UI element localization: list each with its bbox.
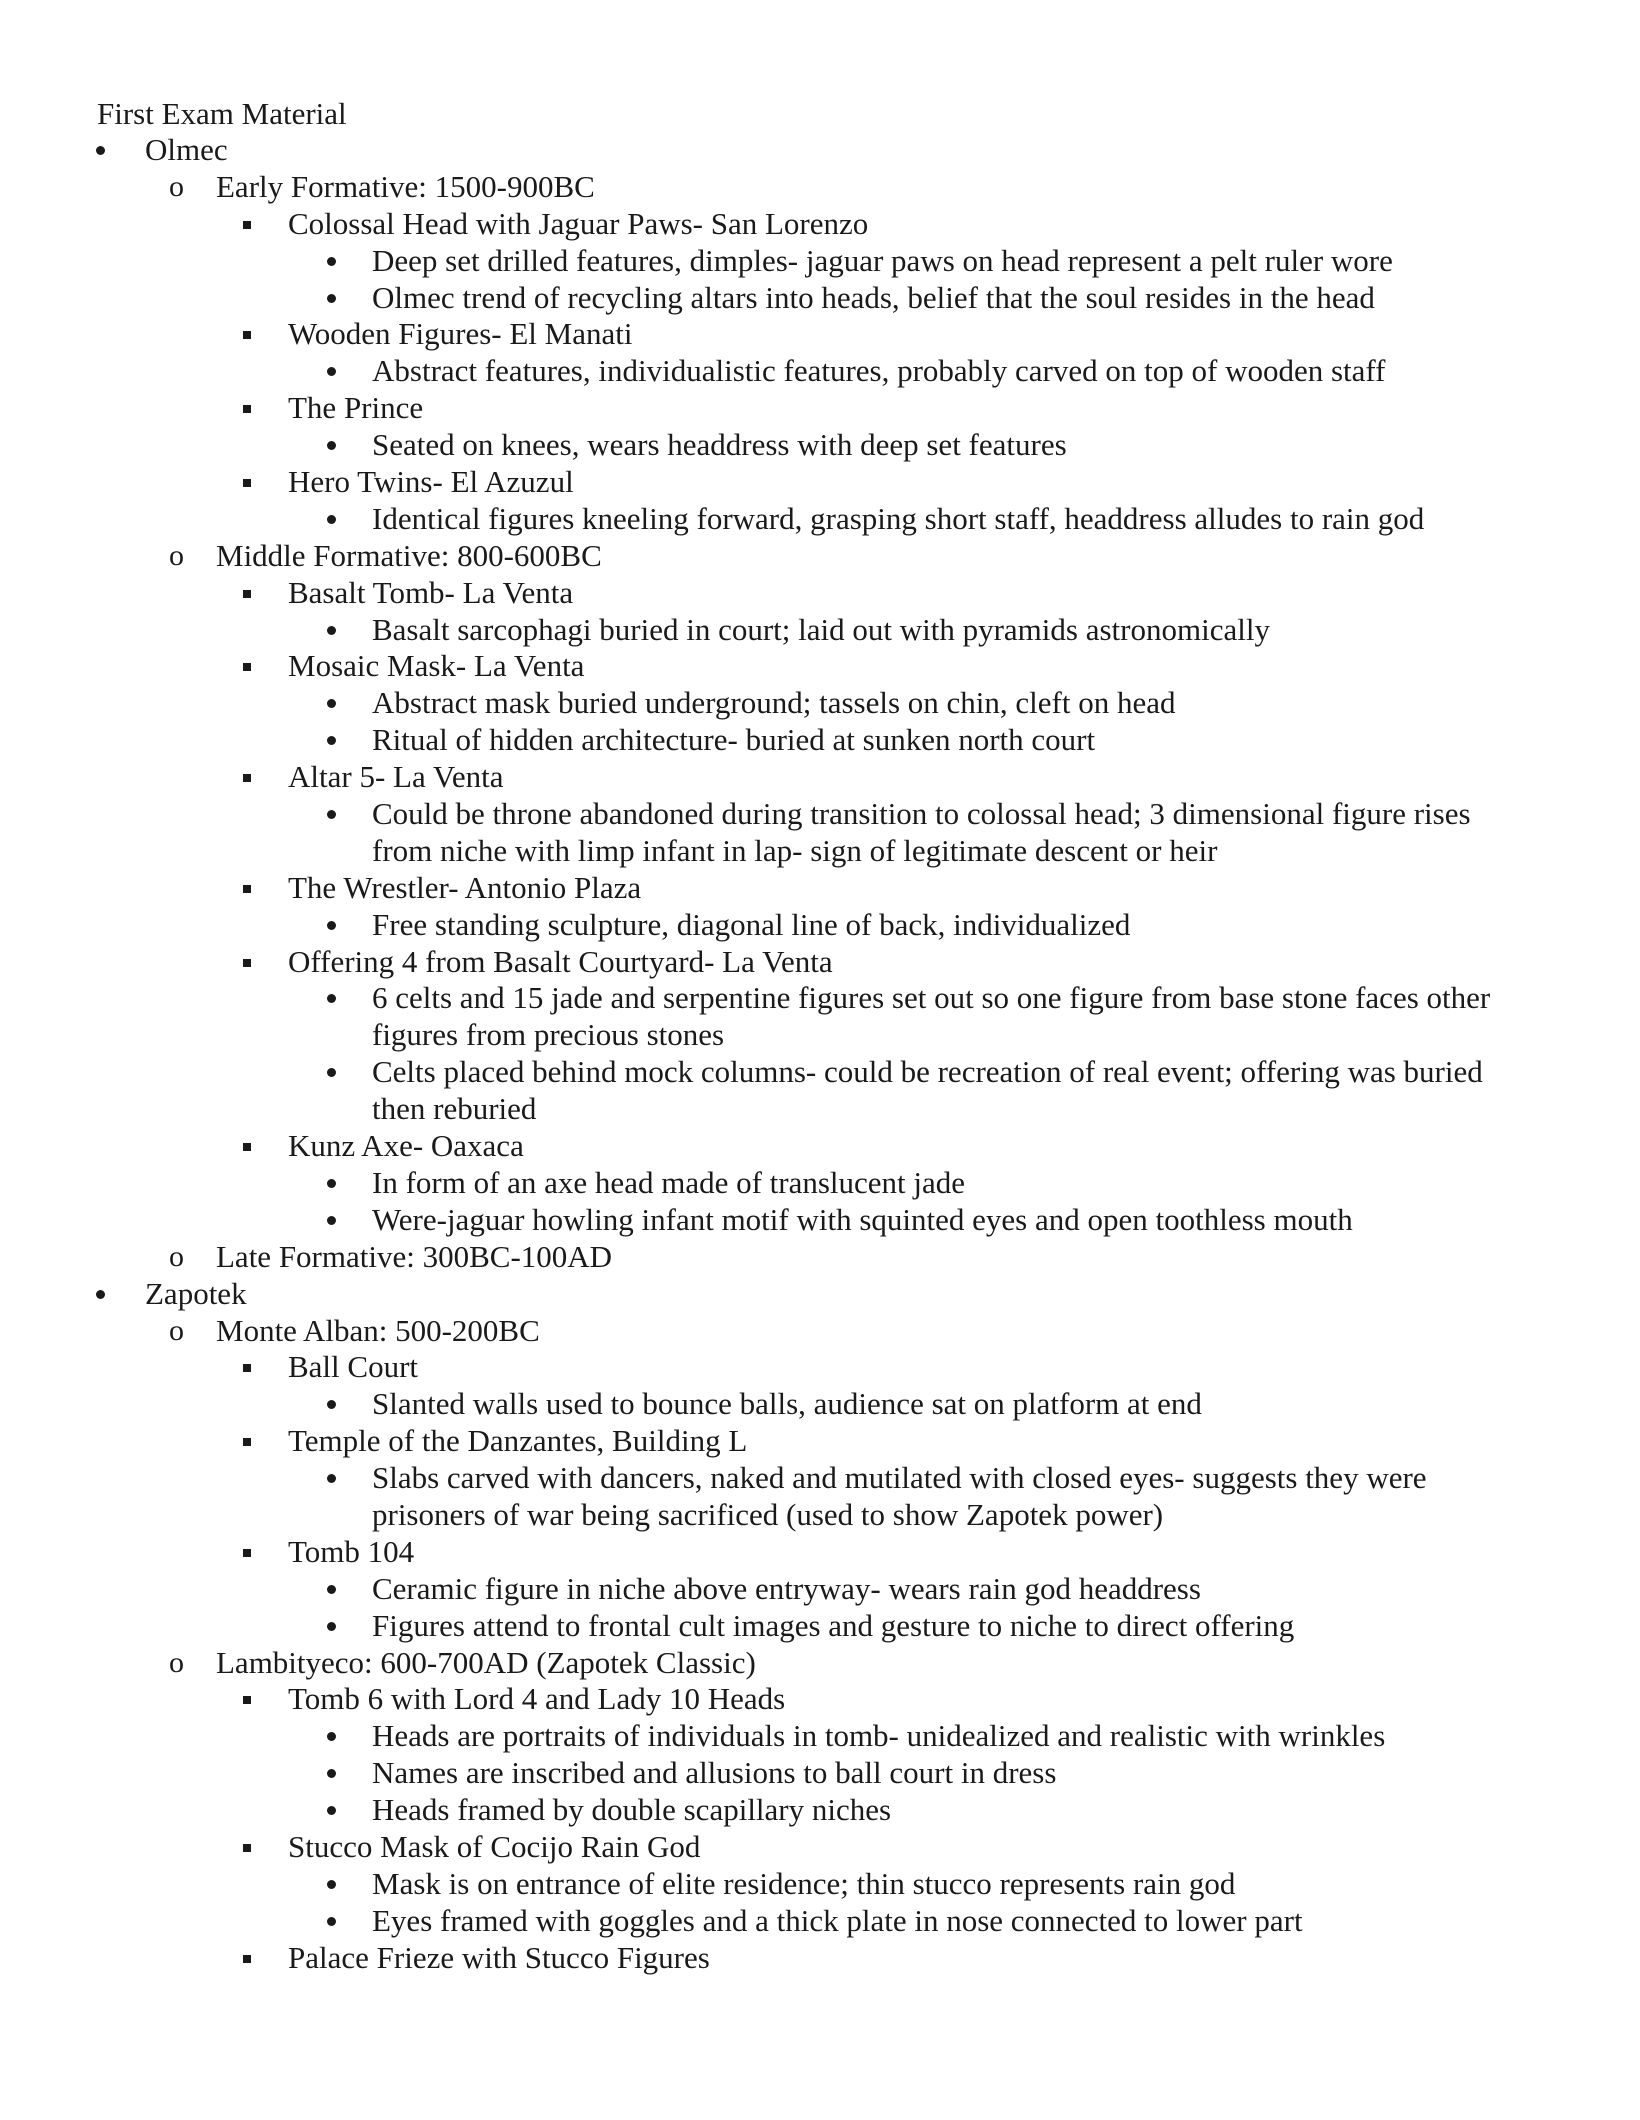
outline-item-level-3 xyxy=(0,1681,1640,1718)
bullet-circle-icon: o xyxy=(169,169,184,203)
outline-item-text: Slabs carved with dancers, naked and mutilated with closed eyes- suggests they were xyxy=(372,1460,1427,1496)
outline-item-level-3 xyxy=(0,316,1640,353)
outline-item-text: Tomb 104 xyxy=(288,1533,415,1569)
outline-item-text: Late Formative: 300BC-100AD xyxy=(216,1238,613,1274)
outline-line-continuation xyxy=(0,1017,1640,1054)
outline-line-continuation xyxy=(0,833,1640,870)
outline-line-continuation xyxy=(0,1497,1640,1534)
outline-item-text: Basalt sarcophagi buried in court; laid out with pyramids astronomically xyxy=(372,611,1270,647)
outline-item-text: Heads are portraits of individuals in tomb- unidealized and realistic with wrinkles xyxy=(372,1718,1386,1754)
outline-item-level-4 xyxy=(0,1755,1640,1792)
outline-item-text: Offering 4 from Basalt Courtyard- La Venta xyxy=(288,943,833,979)
outline-item-level-4 xyxy=(0,501,1640,538)
outline-item-text: Lambityeco: 600-700AD (Zapotek Classic) xyxy=(216,1644,756,1680)
bullet-circle-icon: o xyxy=(169,1645,184,1679)
outline-item-level-4 xyxy=(0,722,1640,759)
outline-item-level-4 xyxy=(0,612,1640,649)
bullet-circle-icon: o xyxy=(169,538,184,572)
outline-item-level-4 xyxy=(0,280,1640,317)
outline-item-text: Monte Alban: 500-200BC xyxy=(216,1312,540,1348)
outline-item-text: Could be throne abandoned during transition to colossal head; 3 dimensional figure rises xyxy=(372,796,1471,832)
outline-item-text: Basalt Tomb- La Venta xyxy=(288,574,574,610)
outline-item-text: Names are inscribed and allusions to ball court in dress xyxy=(372,1755,1057,1791)
outline-item-level-4 xyxy=(0,1903,1640,1940)
outline-item-level-3 xyxy=(0,1349,1640,1386)
outline-item-text: Altar 5- La Venta xyxy=(288,759,504,795)
outline-item-level-4 xyxy=(0,685,1640,722)
outline-item-level-4 xyxy=(0,1608,1640,1645)
outline-item-level-3 xyxy=(0,1829,1640,1866)
outline-item-text: Hero Twins- El Azuzul xyxy=(288,464,574,500)
outline-item-text: Early Formative: 1500-900BC xyxy=(216,168,595,204)
outline-item-text: prisoners of war being sacrificed (used to show Zapotek power) xyxy=(372,1496,1164,1532)
outline-item-text: figures from precious stones xyxy=(372,1017,725,1053)
outline-item-level-4 xyxy=(0,907,1640,944)
outline-item-level-4 xyxy=(0,1386,1640,1423)
outline-item-text: from niche with limp infant in lap- sign of legitimate descent or heir xyxy=(372,832,1218,868)
outline-item-text: Deep set drilled features, dimples- jaguar paws on head represent a pelt ruler wore xyxy=(372,242,1393,278)
outline-item-level-4 xyxy=(0,243,1640,280)
outline-item-level-4 xyxy=(0,1792,1640,1829)
outline-item-text: then reburied xyxy=(372,1091,537,1127)
outline-item-level-3 xyxy=(0,575,1640,612)
outline-line-continuation xyxy=(0,1091,1640,1128)
outline-item-level-4 xyxy=(0,796,1640,833)
outline-item-level-3 xyxy=(0,759,1640,796)
outline-item-text: Temple of the Danzantes, Building L xyxy=(288,1423,748,1459)
outline-item-level-2 xyxy=(0,1645,1640,1682)
outline-item-text: Slanted walls used to bounce balls, audience sat on platform at end xyxy=(372,1386,1202,1422)
outline-item-text: The Prince xyxy=(288,390,424,426)
document-title: First Exam Material xyxy=(97,96,347,131)
outline-item-level-1 xyxy=(0,1276,1640,1313)
outline-item-text: Colossal Head with Jaguar Paws- San Lorenzo xyxy=(288,205,869,241)
outline-item-text: Ritual of hidden architecture- buried at sunken north court xyxy=(372,722,1096,758)
outline-item-level-4 xyxy=(0,353,1640,390)
bullet-circle-icon: o xyxy=(169,1313,184,1347)
outline-item-text: Free standing sculpture, diagonal line of back, individualized xyxy=(372,906,1131,942)
outline-item-level-3 xyxy=(0,648,1640,685)
outline-item-level-3 xyxy=(0,870,1640,907)
outline-item-level-4 xyxy=(0,427,1640,464)
outline-item-text: Mask is on entrance of elite residence; thin stucco represents rain god xyxy=(372,1865,1236,1901)
outline-item-text: 6 celts and 15 jade and serpentine figures set out so one figure from base stone faces other xyxy=(372,980,1491,1016)
outline-item-text: The Wrestler- Antonio Plaza xyxy=(288,869,642,905)
outline-item-text: Tomb 6 with Lord 4 and Lady 10 Heads xyxy=(288,1681,786,1717)
outline-item-text: Olmec xyxy=(145,132,228,167)
outline-item-level-3 xyxy=(0,1423,1640,1460)
outline-item-level-2 xyxy=(0,1239,1640,1276)
outline-item-level-4 xyxy=(0,1202,1640,1239)
outline-item-text: Kunz Axe- Oaxaca xyxy=(288,1128,524,1164)
outline-item-level-4 xyxy=(0,1054,1640,1091)
outline-item-level-2 xyxy=(0,1313,1640,1350)
outline-item-level-4 xyxy=(0,1460,1640,1497)
outline-item-level-4 xyxy=(0,1718,1640,1755)
outline-item-level-3 xyxy=(0,464,1640,501)
outline-item-text: Stucco Mask of Cocijo Rain God xyxy=(288,1828,701,1864)
outline-item-text: Eyes framed with goggles and a thick plate in nose connected to lower part xyxy=(372,1902,1303,1938)
outline-item-text: Mosaic Mask- La Venta xyxy=(288,648,585,684)
outline-item-level-4 xyxy=(0,1165,1640,1202)
outline-list xyxy=(0,132,1640,1977)
outline-item-level-2 xyxy=(0,169,1640,206)
outline-item-level-3 xyxy=(0,944,1640,981)
outline-item-text: Identical figures kneeling forward, grasping short staff, headdress alludes to rain god xyxy=(372,500,1425,536)
outline-item-text: Figures attend to frontal cult images and gesture to niche to direct offering xyxy=(372,1607,1295,1643)
outline-item-level-1 xyxy=(0,132,1640,169)
outline-item-text: Were-jaguar howling infant motif with squinted eyes and open toothless mouth xyxy=(372,1201,1353,1237)
outline-item-text: Ceramic figure in niche above entryway- wears rain god headdress xyxy=(372,1570,1201,1606)
outline-item-level-3 xyxy=(0,206,1640,243)
outline-item-level-3 xyxy=(0,1128,1640,1165)
outline-item-text: Wooden Figures- El Manati xyxy=(288,316,633,352)
outline-item-text: Abstract mask buried underground; tassels on chin, cleft on head xyxy=(372,685,1176,721)
outline-item-level-3 xyxy=(0,1534,1640,1571)
outline-item-level-4 xyxy=(0,1571,1640,1608)
outline-item-text: Seated on knees, wears headdress with deep set features xyxy=(372,427,1067,463)
outline-item-text: Zapotek xyxy=(145,1275,247,1311)
outline-item-text: Celts placed behind mock columns- could be recreation of real event; offering was buried xyxy=(372,1054,1483,1090)
bullet-circle-icon: o xyxy=(169,1239,184,1273)
outline-item-level-4 xyxy=(0,1866,1640,1903)
outline-item-text: Abstract features, individualistic features, probably carved on top of wooden staff xyxy=(372,353,1386,389)
outline-item-text: Heads framed by double scapillary niches xyxy=(372,1792,892,1828)
outline-item-text: Olmec trend of recycling altars into heads, belief that the soul resides in the head xyxy=(372,279,1375,315)
outline-item-level-4 xyxy=(0,980,1640,1017)
outline-item-text: Palace Frieze with Stucco Figures xyxy=(288,1939,710,1975)
outline-item-text: Ball Court xyxy=(288,1349,419,1385)
outline-item-level-3 xyxy=(0,1940,1640,1977)
outline-item-level-3 xyxy=(0,390,1640,427)
outline-item-level-2 xyxy=(0,538,1640,575)
outline-item-text: In form of an axe head made of translucent jade xyxy=(372,1164,966,1200)
outline-item-text: Middle Formative: 800-600BC xyxy=(216,537,602,573)
